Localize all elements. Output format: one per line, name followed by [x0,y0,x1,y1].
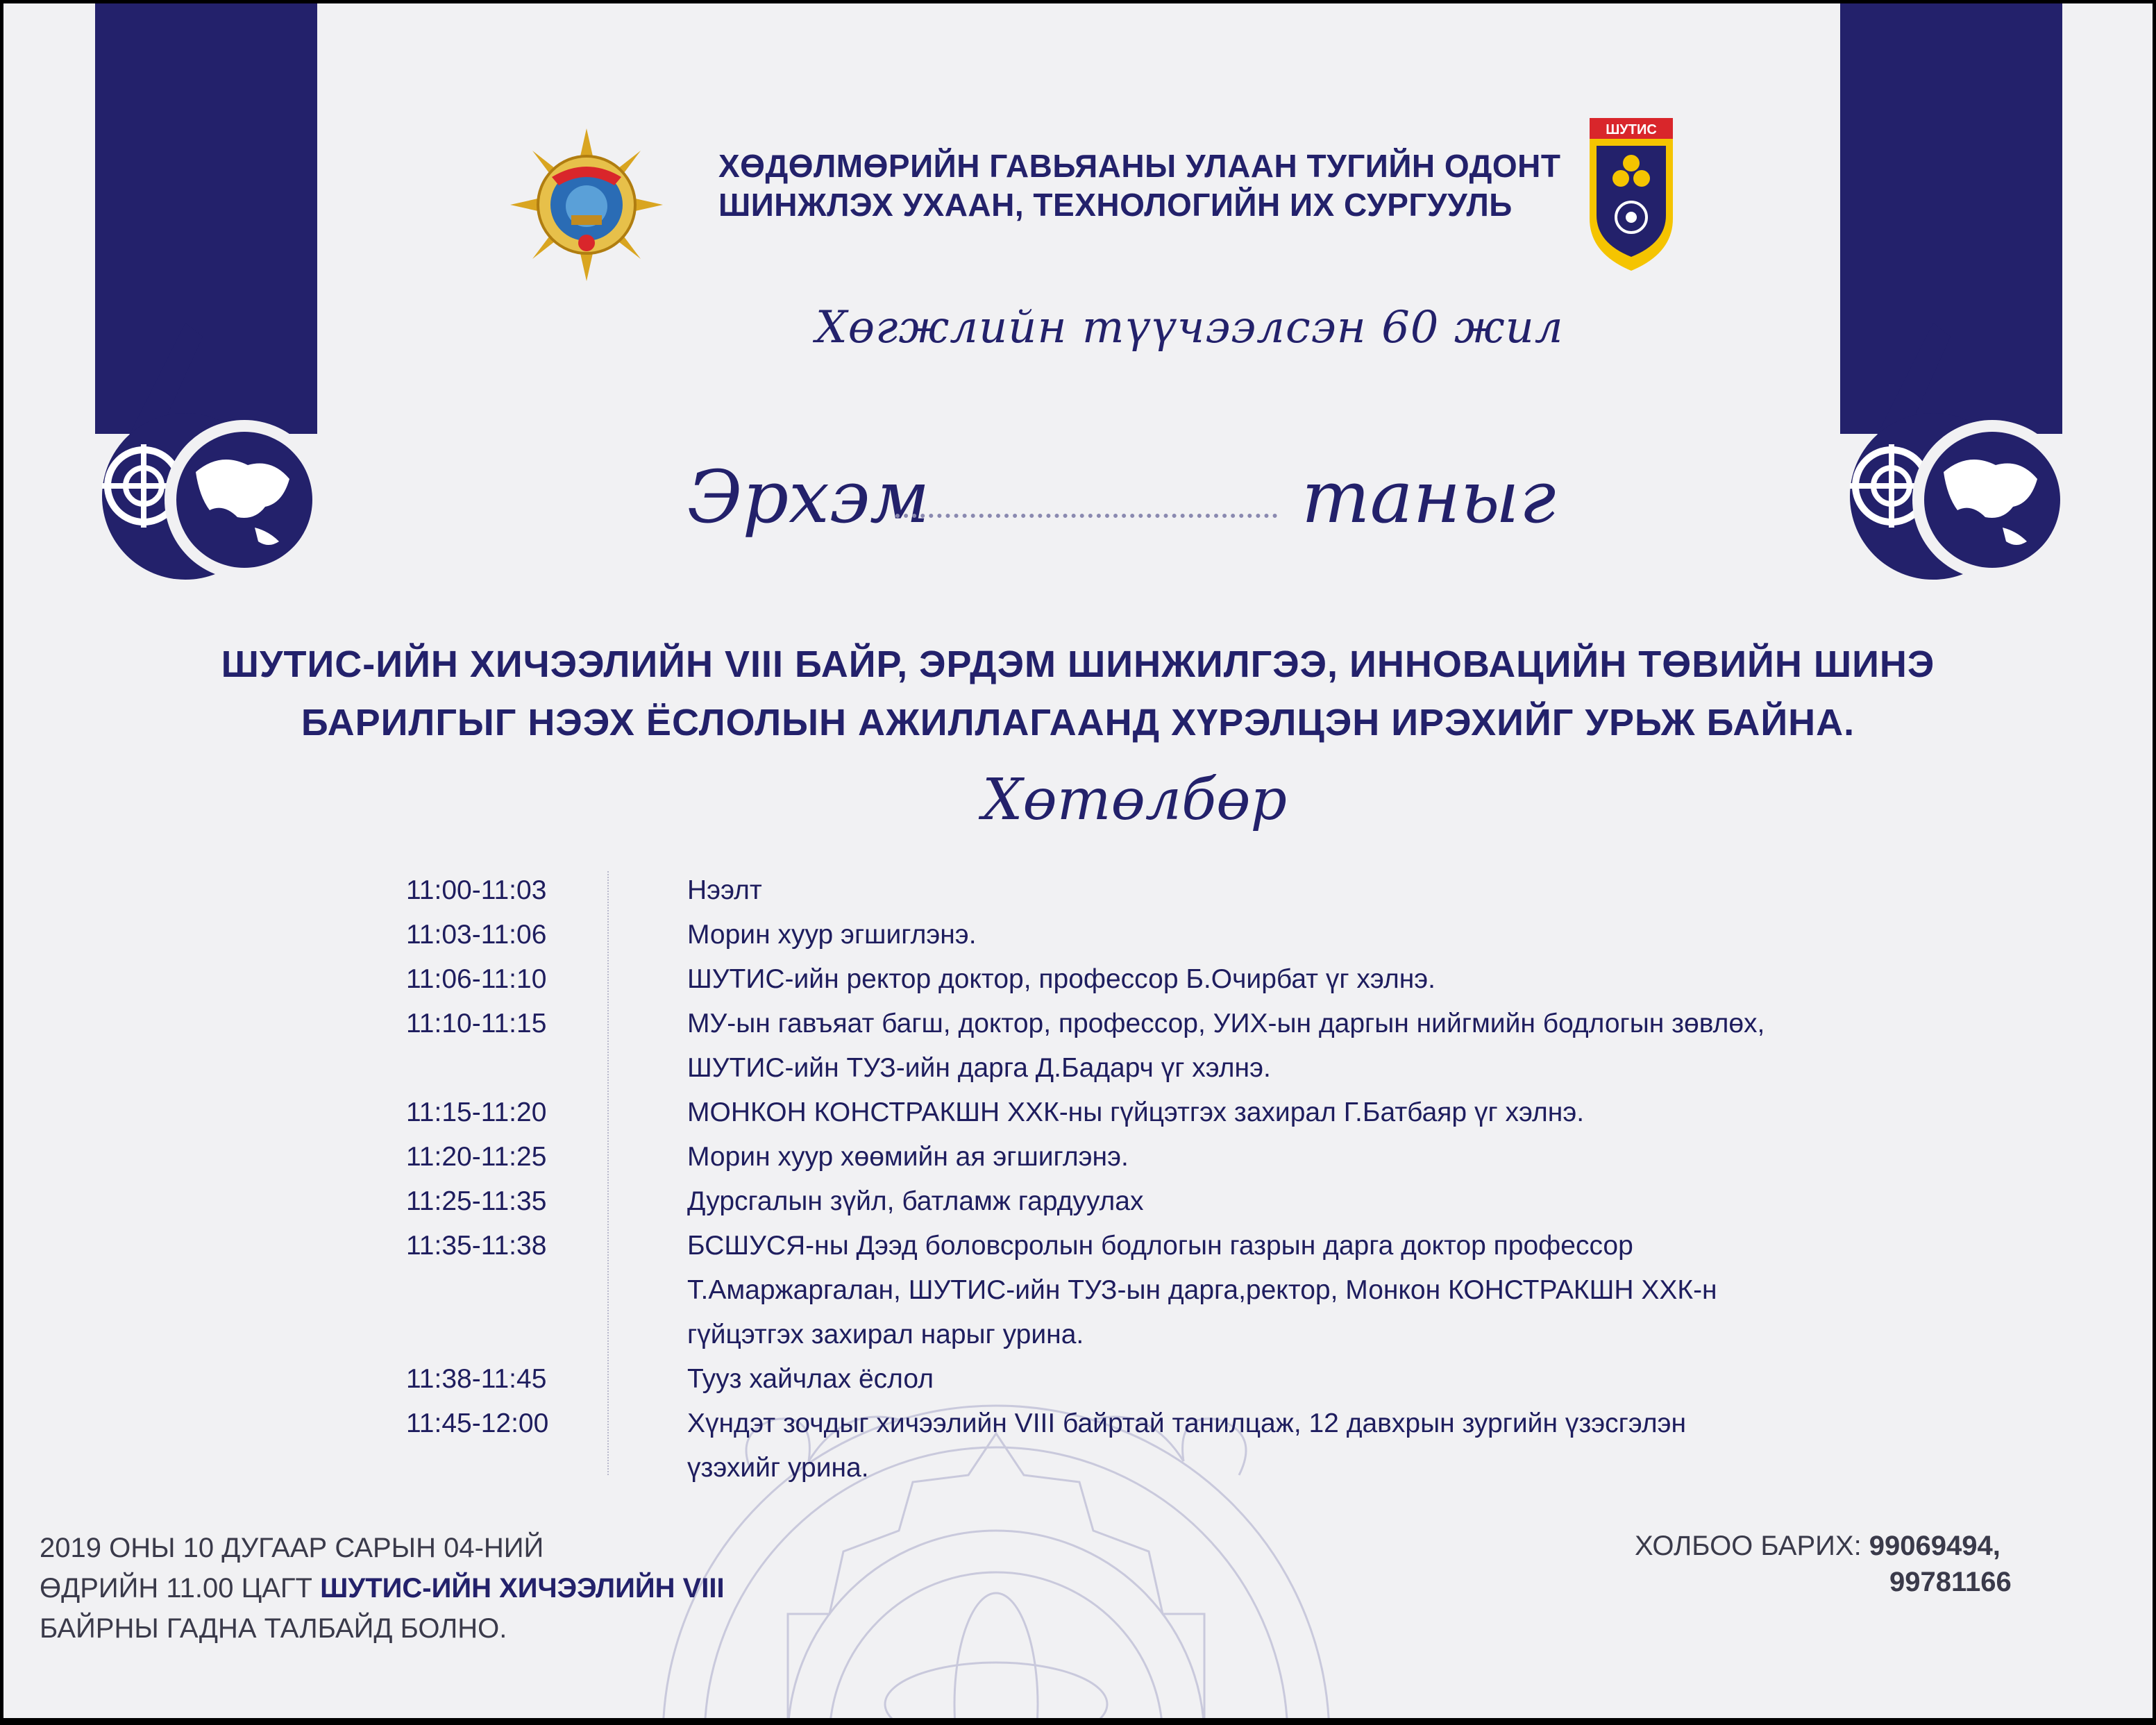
invitation-line1: ШУТИС-ИЙН ХИЧЭЭЛИЙН VIII БАЙР, ЭРДЭМ ШИНЖИЛГЭЭ, ИННОВАЦИЙН ТӨВИЙН ШИНЭ [221,643,1935,685]
schedule-row [406,1002,2003,1091]
schedule-description [687,1179,2003,1224]
schedule-row [406,1357,2003,1402]
schedule-description [687,1402,2003,1490]
event-date-line3: БАЙРНЫ ГАДНА ТАЛБАЙД БОЛНО. [40,1613,507,1644]
salutation-prefix: Эрхэм [687,455,930,539]
schedule-description [687,913,2003,957]
sixty-globe-icon [1829,309,2079,580]
schedule-time: 11:10-11:15 [406,1009,547,1038]
sixty-globe-icon [81,309,331,580]
university-shield-logo-icon [1586,115,1676,274]
contact-info [1635,1528,2012,1600]
contact-phone-2[interactable]: 99781166 [1889,1567,2012,1597]
schedule-description-line: МОНКОН КОНСТРАКШН ХХК-ны гүйцэтгэх захирал Г.Батбаяр үг хэлнэ. [687,1097,1585,1127]
university-name-line2: ШИНЖЛЭХ УХААН, ТЕХНОЛОГИЙН ИХ СУРГУУЛЬ [718,187,1513,223]
event-date-line1: 2019 ОНЫ 10 ДУГААР САРЫН 04-НИЙ [40,1533,544,1563]
logo-badge-text: ШУТИС [1606,122,1657,137]
schedule-description-line: ШУТИС-ийн ТУЗ-ийн дарга Д.Бадарч үг хэлнэ. [687,1053,1271,1083]
schedule-description-line: Морин хуур хөөмийн ая эгшиглэнэ. [687,1142,1129,1172]
schedule-description [687,1357,2003,1402]
invitation-line2: БАРИЛГЫГ НЭЭХ ЁСЛОЛЫН АЖИЛЛАГААНД ХҮРЭЛЦЭН ИРЭХИЙГ УРЬЖ БАЙНА. [301,702,1855,743]
schedule-description [687,1135,2003,1179]
schedule-description [687,1224,2003,1357]
schedule-time: 11:38-11:45 [406,1364,547,1394]
event-time-text: ӨДРИЙН 11.00 ЦАГТ [40,1573,321,1604]
schedule-time: 11:25-11:35 [406,1186,547,1216]
schedule-description-line: Хүндэт зочдыг хичээлийн VIII байртай танилцаж, 12 давхрын зургийн үзэсгэлэн [687,1408,1687,1438]
contact-label: ХОЛБОО БАРИХ: [1635,1531,1869,1561]
schedule-row [406,868,2003,913]
schedule-row [406,1091,2003,1135]
salutation-suffix: таныг [1302,455,1556,539]
schedule-description-line: үзэхийг урина. [687,1453,869,1483]
schedule-row [406,913,2003,957]
schedule-time: 11:15-11:20 [406,1097,547,1127]
schedule-description-line: Тууз хайчлах ёслол [687,1364,934,1394]
schedule-description [687,957,2003,1002]
schedule-row [406,957,2003,1002]
invitation-card [3,3,2153,1718]
schedule-row [406,1135,2003,1179]
schedule-description-line: МУ-ын гавъяат багш, доктор, профессор, УИХ-ын даргын нийгмийн бодлогын зөвлөх, [687,1009,1765,1038]
schedule-description-line: Нээлт [687,875,762,905]
schedule-description [687,1002,2003,1091]
schedule-row [406,1179,2003,1224]
schedule-description-line: Морин хуур эгшиглэнэ. [687,920,977,950]
schedule-description-line: БСШУСЯ-ны Дээд боловсролын бодлогын газрын дарга доктор профессор [687,1231,1633,1261]
schedule-description-line: Т.Амаржаргалан, ШУТИС-ийн ТУЗ-ын дарга,ректор, Монкон КОНСТРАКШН ХХК-н [687,1275,1717,1305]
schedule-description-line: ШУТИС-ийн ректор доктор, профессор Б.Очирбат үг хэлнэ. [687,964,1436,994]
schedule-description [687,868,2003,913]
university-name-line1: ХӨДӨЛМӨРИЙН ГАВЬЯАНЫ УЛААН ТУГИЙН ОДОНТ [718,148,1561,184]
event-date-line2 [40,1568,725,1608]
program-title: Хөтөлбөр [982,767,1287,833]
schedule-row [406,1224,2003,1357]
invitation-text [3,635,2153,752]
state-order-medal-icon [510,128,663,281]
schedule-time: 11:03-11:06 [406,920,547,950]
schedule-time: 11:06-11:10 [406,964,547,994]
anniversary-tagline: Хөгжлийн түүчээлсэн 60 жил [816,302,1564,353]
event-date-location [40,1528,725,1649]
guest-name-blank [895,514,1277,518]
event-building-text: ШУТИС-ИЙН ХИЧЭЭЛИЙН VIII [320,1573,725,1604]
schedule-description [687,1091,2003,1135]
schedule-time: 11:35-11:38 [406,1231,547,1261]
schedule-description-line: Дурсгалын зүйл, батламж гардуулах [687,1186,1144,1216]
schedule-description-line: гүйцэтгэх захирал нарыг урина. [687,1320,1084,1349]
schedule-time: 11:20-11:25 [406,1142,547,1172]
schedule-row [406,1402,2003,1490]
program-schedule [406,868,2003,1490]
schedule-time: 11:45-12:00 [406,1408,549,1438]
contact-phone-1[interactable]: 99069494, [1869,1531,2001,1561]
schedule-time: 11:00-11:03 [406,875,547,905]
university-name [718,146,1560,224]
